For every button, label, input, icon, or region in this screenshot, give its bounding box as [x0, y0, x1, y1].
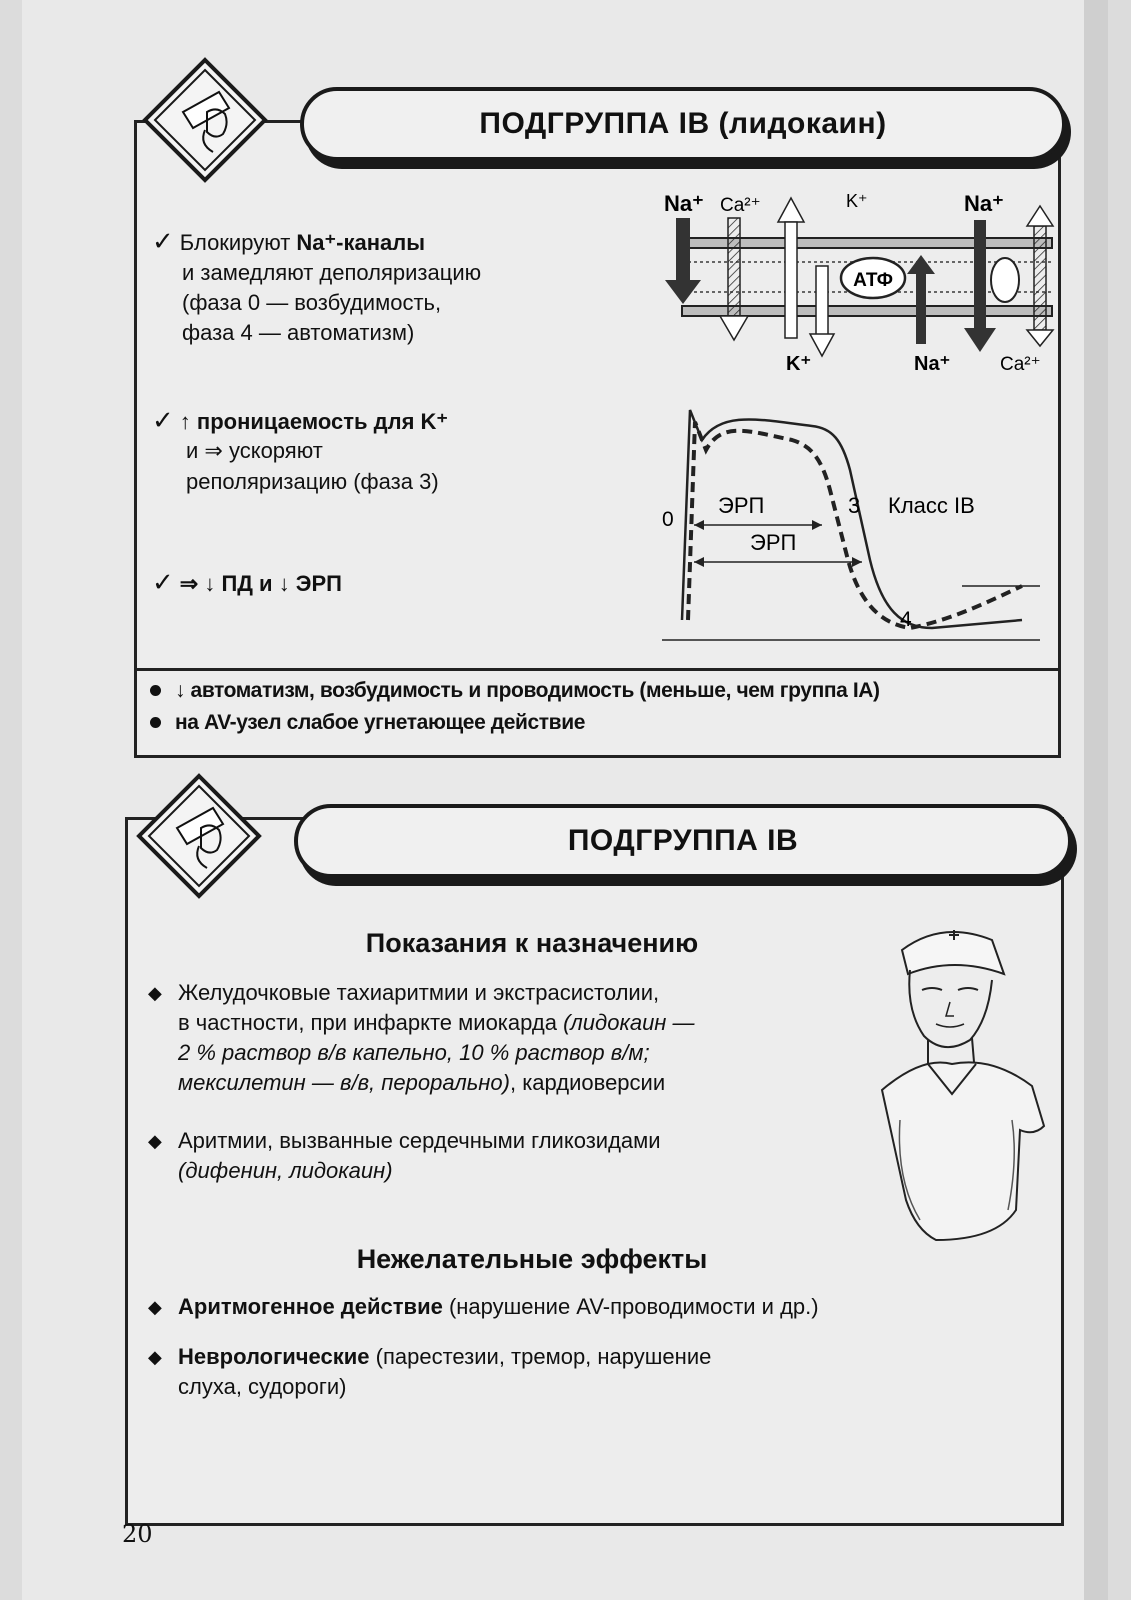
side-effects-heading: Нежелательные эффекты	[356, 1244, 708, 1274]
ind1-line3: 2 % раствор в/в капельно, 10 % раствор в/м;	[178, 1040, 650, 1065]
ind1-line4: мексилетин — в/в, перорально), кардиоверсии	[178, 1070, 666, 1095]
section1-bullet-2: на AV-узел слабое угнетающее действие	[146, 710, 585, 736]
diamond-bullet-icon: ◆	[148, 1131, 162, 1151]
label-phase-3: 3	[848, 493, 861, 518]
ind1-line2: в частности, при инфаркте миокарда (лидокаин —	[178, 1010, 695, 1035]
label-ca-top: Ca²⁺	[720, 195, 761, 216]
label-na-top-right: Na⁺	[964, 191, 1004, 216]
check1-bold: Na⁺-каналы	[296, 230, 426, 255]
nurse-illustration	[862, 920, 1052, 1250]
doctor-diamond-icon	[135, 772, 263, 900]
check2-line2: и ⇒ ускоряют	[186, 438, 323, 463]
label-erp-1: ЭРП	[718, 493, 765, 518]
section2-title: ПОДГРУППА IB	[294, 804, 1072, 878]
eff1: Аритмогенное действие (нарушение AV-проводимости и др.)	[178, 1294, 819, 1319]
label-na-bottom: Na⁺	[914, 353, 951, 375]
label-class-ib: Класс IB	[888, 493, 975, 518]
check1-pre: Блокируют	[179, 230, 297, 255]
check1-line2: и замедляют деполяризацию	[182, 260, 482, 285]
check2-bold: ↑ проницаемость для K⁺	[179, 409, 449, 434]
diamond-bullet-icon: ◆	[148, 1347, 162, 1367]
bullet-dot	[150, 685, 161, 696]
label-atp: АТФ	[853, 270, 893, 291]
indications-heading: Показания к назначению	[365, 928, 699, 958]
label-k-top: K⁺	[846, 191, 868, 211]
eff2: Неврологические (парестезии, тремор, нарушение	[178, 1344, 712, 1369]
check-icon: ✓	[152, 567, 174, 597]
section1-bullet-1: ↓ автоматизм, возбудимость и проводимость (меньше, чем группа IA)	[146, 678, 880, 704]
na-right-arrow	[964, 206, 1053, 352]
membrane-diagram	[22, 0, 1108, 700]
label-k-bottom: K⁺	[786, 353, 811, 375]
action-potential-graph	[662, 410, 1040, 640]
check1-line3: (фаза 0 — возбудимость,	[182, 290, 442, 315]
check3-bold: ⇒ ↓ ПД и ↓ ЭРП	[179, 571, 342, 596]
check2-line3: реполяризацию (фаза 3)	[186, 469, 439, 494]
section1-title: ПОДГРУППА IB (лидокаин)	[300, 87, 1066, 161]
check-icon: ✓	[152, 226, 174, 256]
page	[22, 0, 1108, 1600]
check1-line4: фаза 4 — автоматизм)	[182, 320, 415, 345]
label-phase-4: 4	[900, 608, 912, 631]
bullet-dot	[150, 717, 161, 728]
check-icon: ✓	[152, 405, 174, 435]
label-erp-2: ЭРП	[750, 530, 797, 555]
diamond-bullet-icon: ◆	[148, 983, 162, 1003]
ind2-line1: Аритмии, вызванные сердечными гликозидами	[178, 1128, 661, 1153]
ind1-line1: Желудочковые тахиаритмии и экстрасистолии,	[178, 980, 660, 1005]
ind2-line2: (дифенин, лидокаин)	[178, 1158, 393, 1183]
eff2-line2: слуха, судороги)	[178, 1374, 347, 1399]
label-na-top-left: Na⁺	[664, 191, 704, 216]
diamond-bullet-icon: ◆	[148, 1297, 162, 1317]
label-phase-0: 0	[662, 508, 674, 531]
label-ca-bottom: Ca²⁺	[1000, 354, 1041, 375]
page-number: 20	[122, 1520, 153, 1548]
ca-influx-arrow	[720, 218, 748, 340]
